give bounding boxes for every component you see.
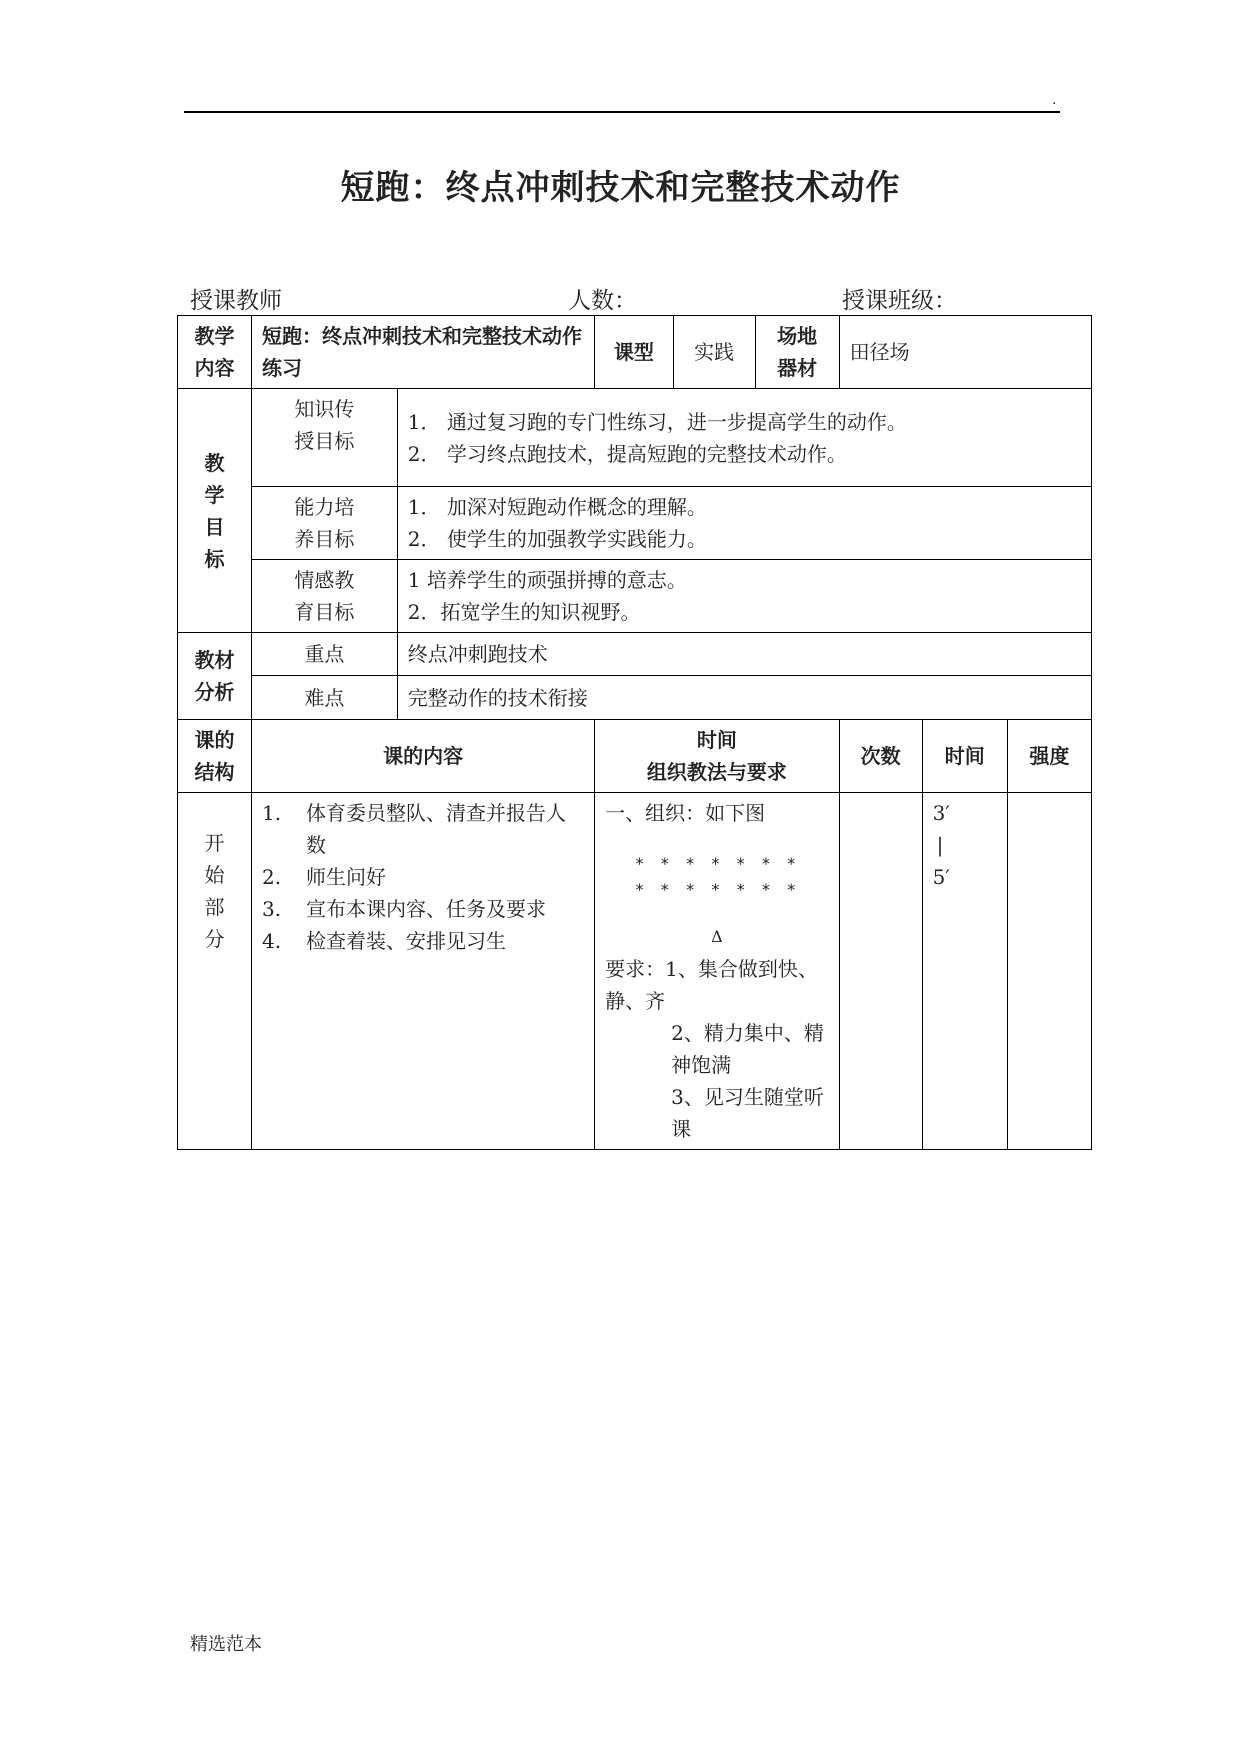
type-value: 实践 <box>673 316 755 389</box>
ability-goal-item: 2． 使学生的加强教学实践能力。 <box>407 527 707 551</box>
teacher-position-mark: Δ <box>711 927 723 946</box>
ability-goal-items <box>397 487 1091 560</box>
key-point-value: 终点冲刺跑技术 <box>397 633 1091 676</box>
list-item: 3. 宣布本课内容、任务及要求 <box>262 897 547 921</box>
list-item: 4. 检查着装、安排见习生 <box>262 929 507 953</box>
document-title: 短跑：终点冲刺技术和完整技术动作 <box>340 168 901 208</box>
start-section-list <box>262 797 584 957</box>
organization-title: 一、组织：如下图 <box>605 801 766 825</box>
intensity-header: 强度 <box>1007 720 1091 793</box>
header-mark: . <box>1052 92 1057 108</box>
start-section-label: 开 始 部 分 <box>178 793 252 1150</box>
emotion-goal-item: 1 培养学生的顽强拼搏的意志。 <box>407 568 687 592</box>
emotion-goal-items <box>397 560 1091 633</box>
formation-row: * * * * * * * <box>634 854 800 873</box>
header-rule <box>184 111 1060 113</box>
start-section-time: 3′ | 5′ <box>922 793 1007 1150</box>
requirement-line: 3、见习生随堂听课 <box>671 1085 824 1141</box>
start-section-method <box>595 793 839 1150</box>
class-label: 授课班级： <box>842 288 957 314</box>
footer-text: 精选范本 <box>190 1634 262 1655</box>
student-count-label: 人数： <box>568 288 637 314</box>
list-item: 2. 师生问好 <box>262 865 387 889</box>
goals-label: 教 学 目 标 <box>178 389 252 633</box>
knowledge-goal-label: 知识传 授目标 <box>252 389 398 487</box>
times-header: 次数 <box>839 720 922 793</box>
venue-value: 田径场 <box>839 316 1091 389</box>
knowledge-goal-item: 2． 学习终点跑技术，提高短跑的完整技术动作。 <box>407 441 847 466</box>
content-header: 课的内容 <box>252 720 595 793</box>
difficulty-label: 难点 <box>252 676 398 720</box>
start-section-row <box>178 793 1092 1150</box>
structure-header-row <box>178 720 1092 793</box>
knowledge-goal-item: 1． 通过复习跑的专门性练习，进一步提高学生的动作。 <box>407 409 907 434</box>
key-point-label: 重点 <box>252 633 398 676</box>
teacher-label: 授课教师 <box>190 288 282 314</box>
type-label: 课型 <box>595 316 674 389</box>
time-header: 时间 <box>922 720 1007 793</box>
emotion-goal-label: 情感教 育目标 <box>252 560 398 633</box>
requirement-line: 2、精力集中、精神饱满 <box>671 1021 824 1077</box>
start-section-intensity <box>1007 793 1091 1150</box>
method-header: 时间 组织教法与要求 <box>595 720 839 793</box>
list-item: 1. 体育委员整队、清查并报告人数 <box>262 801 567 857</box>
start-section-times <box>839 793 922 1150</box>
lesson-plan-table <box>177 315 1092 1150</box>
ability-goal-row <box>178 487 1092 560</box>
key-point-row <box>178 633 1092 676</box>
formation-row: * * * * * * * <box>634 880 800 899</box>
venue-label-cell: 场地 器材 <box>755 316 839 389</box>
start-section-content <box>252 793 595 1150</box>
emotion-goal-item: 2．拓宽学生的知识视野。 <box>407 600 641 624</box>
emotion-goal-row <box>178 560 1092 633</box>
difficulty-row <box>178 676 1092 720</box>
ability-goal-item: 1． 加深对短跑动作概念的理解。 <box>407 495 707 519</box>
content-label-cell: 教学 内容 <box>178 316 252 389</box>
analysis-label: 教材 分析 <box>178 633 252 720</box>
content-row <box>178 316 1092 389</box>
requirement-line: 要求：1、集合做到快、静、齐 <box>605 957 818 1013</box>
knowledge-goal-items <box>397 389 1091 487</box>
structure-header: 课的 结构 <box>178 720 252 793</box>
difficulty-value: 完整动作的技术衔接 <box>397 676 1091 720</box>
content-value: 短跑：终点冲刺技术和完整技术动作练习 <box>252 316 595 389</box>
knowledge-goal-row <box>178 389 1092 487</box>
ability-goal-label: 能力培 养目标 <box>252 487 398 560</box>
